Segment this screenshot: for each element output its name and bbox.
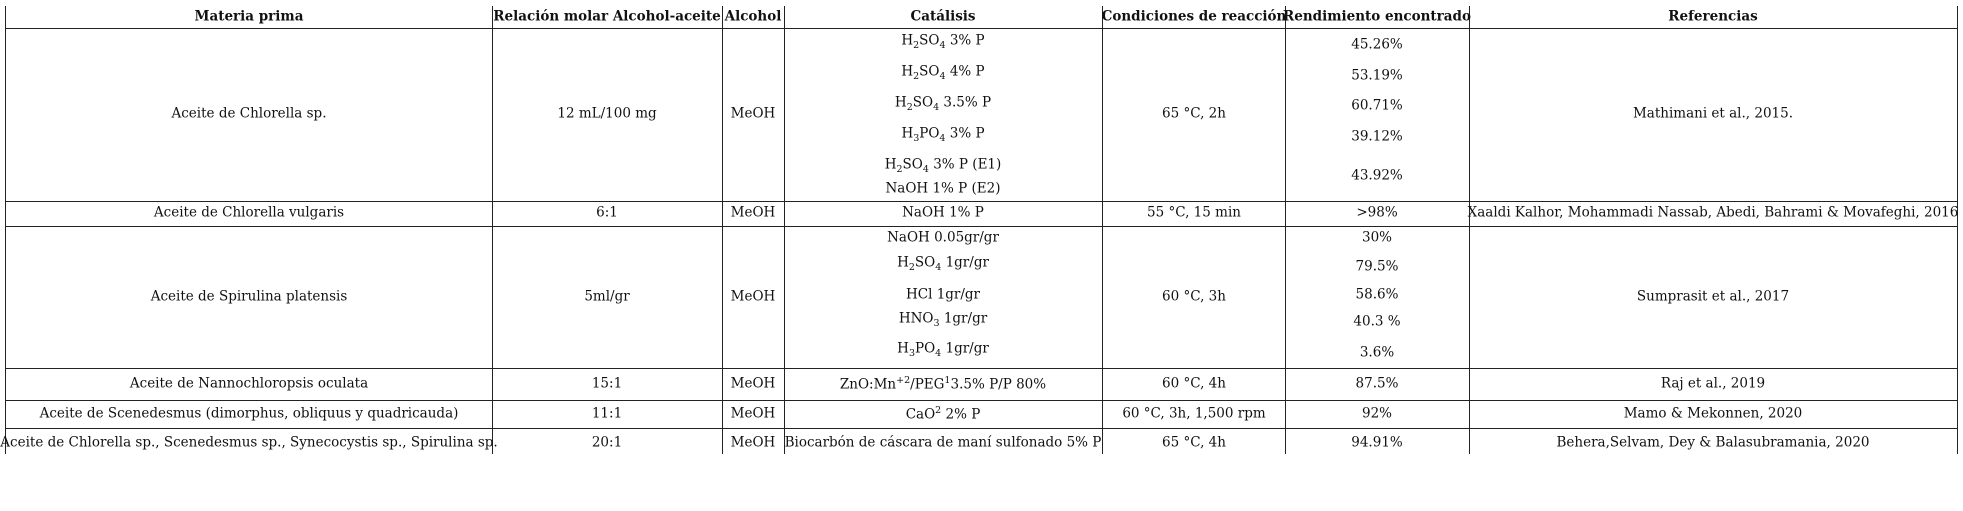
table-row-2-materia: Aceite de Chlorella vulgaris xyxy=(153,204,345,221)
table-row-6-referencia: Behera,Selvam, Dey & Balasubramania, 2020 xyxy=(1556,434,1870,451)
column-divider xyxy=(1285,6,1286,454)
table-row-6-materia: Aceite de Chlorella sp., Scenedesmus sp., Synecocystis sp., Spirulina sp. xyxy=(0,434,498,451)
table-row-1-cat-2: $H_2SO_4$ 4% P xyxy=(901,63,985,82)
table-row-3-cat-2: $H_2SO_4$ 1gr/gr xyxy=(897,254,989,273)
table-row-1-materia: Aceite de Chlorella sp. xyxy=(171,105,327,122)
table-row-5-rendimiento: 92% xyxy=(1361,405,1393,422)
table-row-2-rendimiento: >98% xyxy=(1356,204,1398,221)
table-row-5-referencia: Mamo & Mekonnen, 2020 xyxy=(1623,405,1803,422)
table-row-4-materia: Aceite de Nannochloropsis oculata xyxy=(129,375,369,392)
table-row-3-relacion: 5ml/gr xyxy=(584,288,630,305)
table-row-1-rend-3: 60.71% xyxy=(1351,97,1403,114)
table-row-2-referencia: Xaaldi Kalhor, Mohammadi Nassab, Abedi, Bahrami & Movafeghi, 2016 xyxy=(1467,204,1959,221)
table-row-2-relacion: 6:1 xyxy=(596,204,618,221)
table-row-5-condiciones: 60 °C, 3h, 1,500 rpm xyxy=(1122,405,1266,422)
table-row-3-rend-4: 40.3 % xyxy=(1353,313,1401,330)
table-row-4-catalisis: $ZnO:Mn^{+2}/PEG^13.5\%$ P/P 80% xyxy=(839,374,1047,393)
table-row-6-relacion: 20:1 xyxy=(591,434,623,451)
row-divider xyxy=(5,226,1957,227)
table-row-1-rend-1: 45.26% xyxy=(1351,36,1403,53)
table-row-1-rend-4: 39.12% xyxy=(1351,128,1403,145)
table-row-5-relacion: 11:1 xyxy=(591,405,623,422)
table-row-4-condiciones: 60 °C, 4h xyxy=(1162,375,1226,392)
table-row-3-cat-1: NaOH 0.05gr/gr xyxy=(887,229,999,246)
table-row-1-cat-3: $H_2SO_4$ 3.5% P xyxy=(894,94,992,113)
column-divider xyxy=(1469,6,1470,454)
table-row-5-catalisis: CaO$^2$ 2% P xyxy=(905,404,981,423)
table-row-1-condiciones: 65 °C, 2h xyxy=(1162,105,1226,122)
column-divider xyxy=(1102,6,1103,454)
table-row-6-catalisis: Biocarbón de cáscara de maní sulfonado 5% P xyxy=(784,434,1102,451)
table-row-1-cat-5b: NaOH 1% P (E2) xyxy=(885,180,1001,197)
table-row-1-cat-5a: $H_2SO_4$ 3% P (E1) xyxy=(884,156,1002,175)
table-row-4-alcohol: MeOH xyxy=(730,375,776,392)
table-row-3-rend-1: 30% xyxy=(1361,229,1393,246)
column-divider xyxy=(784,6,785,454)
table-row-5-materia: Aceite de Scenedesmus (dimorphus, obliquus y quadricauda) xyxy=(39,405,459,422)
header-rendimiento: Rendimiento encontrado xyxy=(1283,8,1471,25)
header-referencias: Referencias xyxy=(1668,8,1758,25)
table-row-3-cat-5: $H_3PO_4$ 1gr/gr xyxy=(897,340,989,359)
header-condiciones: Condiciones de reacción xyxy=(1101,8,1287,25)
table-row-2-condiciones: 55 °C, 15 min xyxy=(1147,204,1241,221)
header-catalisis: Catálisis xyxy=(910,8,976,25)
table-row-1-rend-5: 43.92% xyxy=(1351,167,1403,184)
row-divider xyxy=(5,201,1957,202)
table-row-3-referencia: Sumprasit et al., 2017 xyxy=(1636,288,1790,305)
table-row-1-alcohol: MeOH xyxy=(730,105,776,122)
table-row-4-rendimiento: 87.5% xyxy=(1355,375,1399,392)
column-divider xyxy=(492,6,493,454)
table-row-3-condiciones: 60 °C, 3h xyxy=(1162,288,1226,305)
header-relacion-molar: Relación molar Alcohol-aceite xyxy=(493,8,721,25)
column-divider xyxy=(5,6,6,454)
table-row-3-cat-4: $HNO_3$ 1gr/gr xyxy=(898,310,988,329)
header-alcohol: Alcohol xyxy=(724,8,782,25)
table-row-1-rend-2: 53.19% xyxy=(1351,67,1403,84)
column-divider xyxy=(722,6,723,454)
table-row-1-relacion: 12 mL/100 mg xyxy=(557,105,657,122)
table-row-2-alcohol: MeOH xyxy=(730,204,776,221)
row-divider xyxy=(5,368,1957,369)
table-row-3-rend-3: 58.6% xyxy=(1355,286,1399,303)
table-row-2-catalisis: NaOH 1% P xyxy=(902,204,984,221)
table-row-1-referencia: Mathimani et al., 2015. xyxy=(1632,105,1794,122)
table-row-3-cat-3: HCl 1gr/gr xyxy=(905,286,981,303)
table-row-6-condiciones: 65 °C, 4h xyxy=(1162,434,1226,451)
table-row-3-rend-2: 79.5% xyxy=(1355,258,1399,275)
table-row-3-rend-5: 3.6% xyxy=(1359,344,1395,361)
table-row-6-rendimiento: 94.91% xyxy=(1351,434,1403,451)
header-materia-prima: Materia prima xyxy=(194,8,304,25)
table-row-3-alcohol: MeOH xyxy=(730,288,776,305)
column-divider xyxy=(1957,6,1958,454)
row-divider xyxy=(5,28,1957,29)
table-row-4-referencia: Raj et al., 2019 xyxy=(1660,375,1766,392)
table-row-3-materia: Aceite de Spirulina platensis xyxy=(150,288,348,305)
table-row-4-relacion: 15:1 xyxy=(591,375,623,392)
table-row-1-cat-4: $H_3PO_4$ 3% P xyxy=(901,125,985,144)
table-row-1-cat-1: $H_2SO_4$ 3% P xyxy=(901,32,985,51)
table-row-5-alcohol: MeOH xyxy=(730,405,776,422)
table-row-6-alcohol: MeOH xyxy=(730,434,776,451)
row-divider xyxy=(5,400,1957,401)
row-divider xyxy=(5,428,1957,429)
